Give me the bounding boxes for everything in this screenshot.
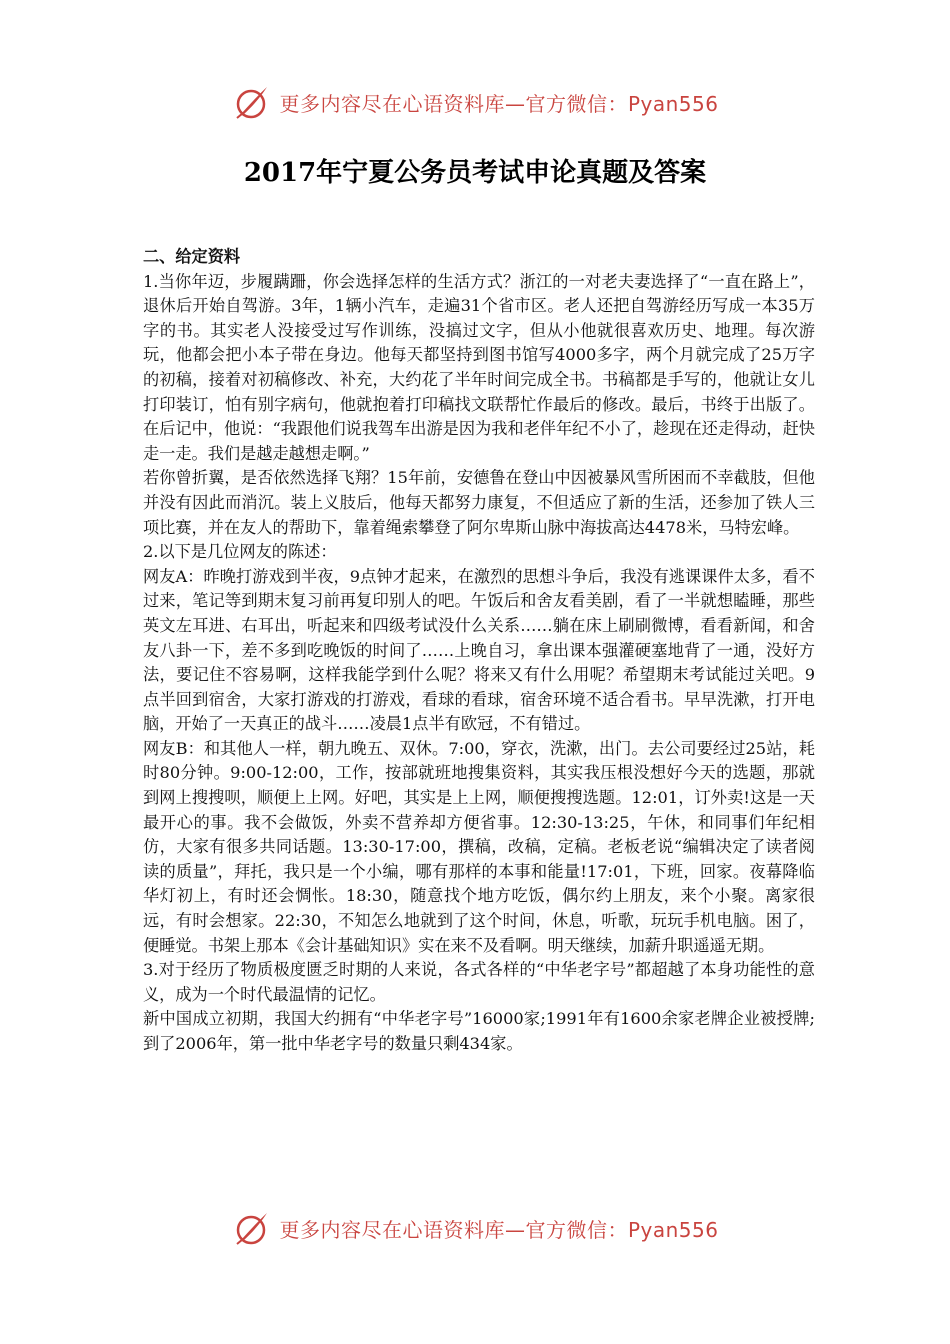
section-heading: 二、给定资料 (143, 247, 241, 266)
paragraph: 2.以下是几位网友的陈述： (143, 542, 337, 562)
quill-logo-icon (231, 82, 271, 122)
watermark-text: 更多内容尽在心语资料库—官方微信：Pyan556 (279, 91, 719, 116)
paragraph: 网友B：和其他人一样，朝九晚五、双休。7:00，穿衣，洗漱，出门。去公司要经过25站，耗时80分钟。9:00-12:00，工作，按部就班地搜集资料，其实我压根没想好今天的选题，那就到网上搜搜呗，顺便上上网。好吧，其实是上上网，顺便搜搜选题。12:01，订外卖!这是一天最开心的事。我不会做饭，外卖不营养却方便省事。12:30-13:25，午休，和同事们年纪相仿，大家有很多共同话题。13:30-17:00，撰稿，改稿，定稿。老板老说“编辑决定了读者阅读的质量”，拜托，我只是一个小编，哪有那样的本事和能量!17:01，下班，回家。夜幕降临华灯初上，有时还会惆怅。18:30，随意找个地方吃饭，偶尔约上朋友，来个小聚。离家很远，有时会想家。22:30，不知怎么地就到了这个时间，休息，听歌，玩玩手机电脑。困了，便睡觉。书架上那本《会计基础知识》实在来不及看啊。明天继续，加薪升职遥遥无期。 (143, 738, 815, 955)
page-title: 2017年宁夏公务员考试申论真题及答案 (243, 158, 707, 188)
paragraph: 新中国成立初期，我国大约拥有“中华老字号”16000家;1991年有1600余家老牌企业被授牌;到了2006年，第一批中华老字号的数量只剩434家。 (143, 1009, 815, 1053)
footer-watermark (0, 1208, 950, 1248)
header-watermark (0, 82, 950, 122)
paragraph: 3.对于经历了物质极度匮乏时期的人来说，各式各样的“中华老字号”都超越了本身功能性的意义，成为一个时代最温情的记忆。 (143, 960, 815, 1004)
quill-logo-icon (231, 1208, 271, 1248)
paragraph: 1.当你年迈，步履蹒跚，你会选择怎样的生活方式？浙江的一对老夫妻选择了“一直在路上”，退休后开始自驾游。3年，1辆小汽车，走遍31个省市区。老人还把自驾游经历写成一本35万字的书。其实老人没接受过写作训练，没搞过文字，但从小他就很喜欢历史、地理。每次游玩，他都会把小本子带在身边。他每天都坚持到图书馆写4000多字，两个月就完成了25万字的初稿，接着对初稿修改、补充，大约花了半年时间完成全书。书稿都是手写的，他就让女儿打印装订，怕有别字病句，他就抱着打印稿找文联帮忙作最后的修改。最后，书终于出版了。在后记中，他说：“我跟他们说我驾车出游是因为我和老伴年纪不小了，趁现在还走得动，赶快走一走。我们是越走越想走啊。” (143, 271, 815, 463)
watermark-text: 更多内容尽在心语资料库—官方微信：Pyan556 (279, 1217, 719, 1242)
paragraph: 网友A：昨晚打游戏到半夜，9点钟才起来，在激烈的思想斗争后，我没有逃课课件太多，看不过来，笔记等到期末复习前再复印别人的吧。午饭后和舍友看美剧，看了一半就想瞌睡，那些英文左耳进、右耳出，听起来和四级考试没什么关系……躺在床上刷刷微博，看看新闻，和舍友八卦一下，差不多到吃晚饭的时间了……上晚自习，拿出课本强灌硬塞地背了一通，没好方法，要记住不容易啊，这样我能学到什么呢？将来又有什么用呢？希望期末考试能过关吧。9点半回到宿舍，大家打游戏的打游戏，看球的看球，宿舍环境不适合看书。早早洗漱，打开电脑，开始了一天真正的战斗……凌晨1点半有欧冠，不有错过。 (143, 566, 815, 734)
paragraph: 若你曾折翼，是否依然选择飞翔？15年前，安德鲁在登山中因被暴风雪所困而不幸截肢，但他并没有因此而消沉。装上义肢后，他每天都努力康复，不但适应了新的生活，还参加了铁人三项比赛，并在友人的帮助下，靠着绳索攀登了阿尔卑斯山脉中海拔高达4478米，马特宏峰。 (143, 468, 815, 537)
document-body (143, 245, 815, 1057)
